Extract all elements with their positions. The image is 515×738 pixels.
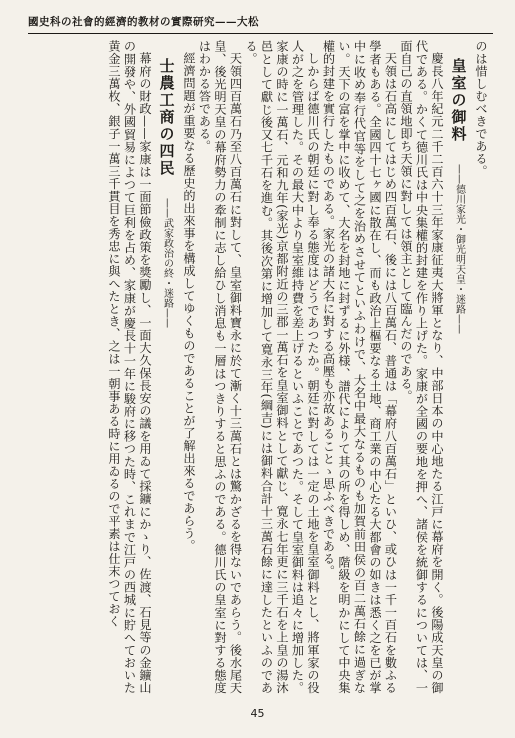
section-heading — [158, 58, 175, 694]
section-heading-subtitle: ——德川家光・御光明天皇・迷路—— — [453, 164, 465, 335]
paragraph: 天領四百萬石乃至八百萬石に對して、皇室御料寶永に於て漸く十三萬石とは驚かざるを得ないであらう。後水尾天皇、後光明天皇の幕府勢力の牽制に志し給ひし消息も一層はつきりすると思ふのである。德川氏の皇室に對する態度はわかる答である。 — [197, 40, 243, 694]
paragraph: のは惜しむべきである。 — [474, 40, 488, 178]
paragraph: 慶長八年紀元二千二百六十三年家康征夷大將軍となり、中部日本の中心地たる江戸に幕府を開く。後陽成天皇の御代である。かくて德川氏は中央集權的封建を作り上げた。家康が全國の要地を押へ、諸侯を統御するについては、一面自己の直領地即ち天領に對しては領主として臨んだのである。 — [399, 40, 444, 694]
section-heading-subtitle: ——武家政治の終・迷路—— — [161, 198, 173, 329]
header-rule — [28, 33, 493, 34]
paragraph: 經濟問題が重要なる歷史的出來事を構成してゆくものであることが了解出來るであらう。 — [182, 52, 196, 553]
vertical-text-body — [26, 40, 488, 694]
section-heading-title: 士農工商の四民 — [157, 58, 176, 177]
section-heading-title: 皇室の御料 — [449, 58, 468, 143]
paragraph: 天領は石高にしてはじめ四百萬石、後には八百萬石、普通は「幕府八百萬石」といひ、或ひは一千一百石を數ふる學者もある。全國四十七ヶ國に散在し、而も政治上樞要なる土地、商工業の中心たる大都會の如きは悉く之を已が掌中に收め奉行代官等をして之を治めさせてといふわけで、大名中最大なるものも加賀前田侯の百二萬石餘に過ぎない。天下の富を掌中に收めて、大名を封地に封ずるに外様、譜代によりて其の所を得しめ、階級を明かにして中央集權的封建を實行したものである。家光の諸大名に對する高壓も亦故あることゝ思ふべきである。 — [321, 40, 398, 694]
paragraph: 幕府の財政——家康は一面節儉政策を獎勵し、一面大久保長安の議を用ゐて採鑛にかゝり、佐渡、石見等の金鑛山の開發や、外國貿易によつて巨利を占め、家康が慶長十一年に駿府に移つた時、これまで江戸の西城に貯へておいた黄金三萬枚、銀子一萬三千貫目を秀忠に與へたとき、之は一朝事ある時に用ゐるので平素は仕末つておく — [107, 40, 152, 694]
paragraph: しからば德川氏の朝廷に對し奉る態度はどうであつたか。朝廷に對しては一定の土地を皇室御料とし、將軍家の役人が之を管理した。その最大中より皇室維持費を差上げるといふことであつた。そして皇室御料は追々に增加した。家康の時に一萬石、元和九年(家光)京都附近の三郡一萬石を皇室御料として獻じ、寛永七年更に三千石を上皇の湯沐邑として獻じ後又七千石を進む。其後次第に增加して寛永三年(綱吉)には御料合計十三萬石餘に達したといふのである。 — [244, 40, 320, 694]
section-heading — [450, 58, 467, 694]
page-number: 45 — [250, 707, 265, 720]
running-head — [28, 10, 493, 32]
running-title: 國史科の社會的經濟的教材の實際研究——大松 — [28, 15, 259, 28]
